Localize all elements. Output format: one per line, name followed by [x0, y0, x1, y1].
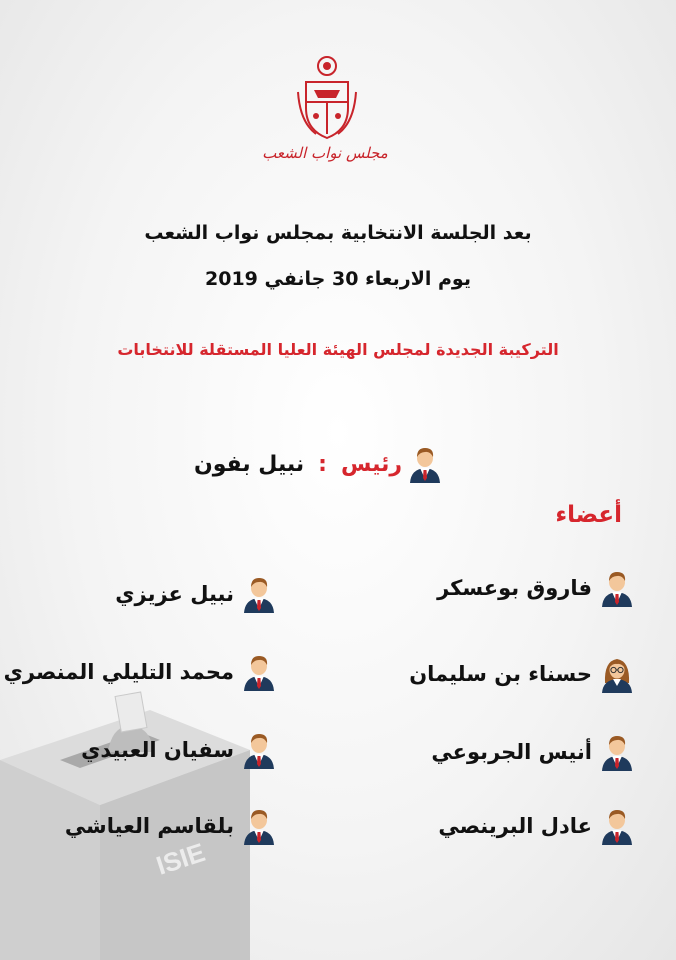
member-item — [409, 654, 634, 694]
businesswoman-icon — [600, 655, 634, 693]
member-name: محمد التليلي المنصري — [3, 660, 234, 684]
president-separator: : — [318, 451, 327, 477]
members-heading: أعضاء — [555, 502, 622, 528]
member-item — [65, 806, 276, 846]
member-item — [115, 574, 276, 614]
member-item — [81, 730, 276, 770]
ballot-box-label: ISIE — [152, 836, 209, 881]
businessman-icon — [242, 575, 276, 613]
parliament-name: مجلس نواب الشعب — [262, 144, 388, 162]
member-name: عادل البرينصي — [438, 814, 592, 838]
businessman-icon — [242, 653, 276, 691]
businessman-icon — [600, 733, 634, 771]
session-date: يوم الاربعاء 30 جانفي 2019 — [205, 268, 471, 290]
president-name: نبيل بفون — [193, 451, 305, 477]
member-name: سفيان العبيدي — [81, 738, 234, 762]
president-title: رئيس — [340, 451, 402, 477]
businessman-icon — [600, 807, 634, 845]
member-name: أنيس الجربوعي — [431, 740, 592, 764]
member-item — [4, 652, 276, 692]
tunisia-coat-of-arms-icon — [296, 52, 358, 142]
president-row — [194, 444, 442, 484]
member-name: فاروق بوعسكر — [437, 576, 592, 600]
businessman-icon — [242, 807, 276, 845]
member-name: بلقاسم العياشي — [64, 814, 234, 838]
page-subtitle: التركيبة الجديدة لمجلس الهيئة العليا المستقلة للانتخابات — [117, 340, 559, 359]
member-name: حسناء بن سليمان — [409, 662, 592, 686]
page-title: بعد الجلسة الانتخابية بمجلس نواب الشعب — [144, 222, 532, 244]
member-name: نبيل عزيزي — [115, 582, 234, 606]
member-item — [438, 806, 634, 846]
businessman-icon — [408, 445, 442, 483]
businessman-icon — [600, 569, 634, 607]
businessman-icon — [242, 731, 276, 769]
member-item — [431, 732, 634, 772]
member-item — [437, 568, 634, 608]
